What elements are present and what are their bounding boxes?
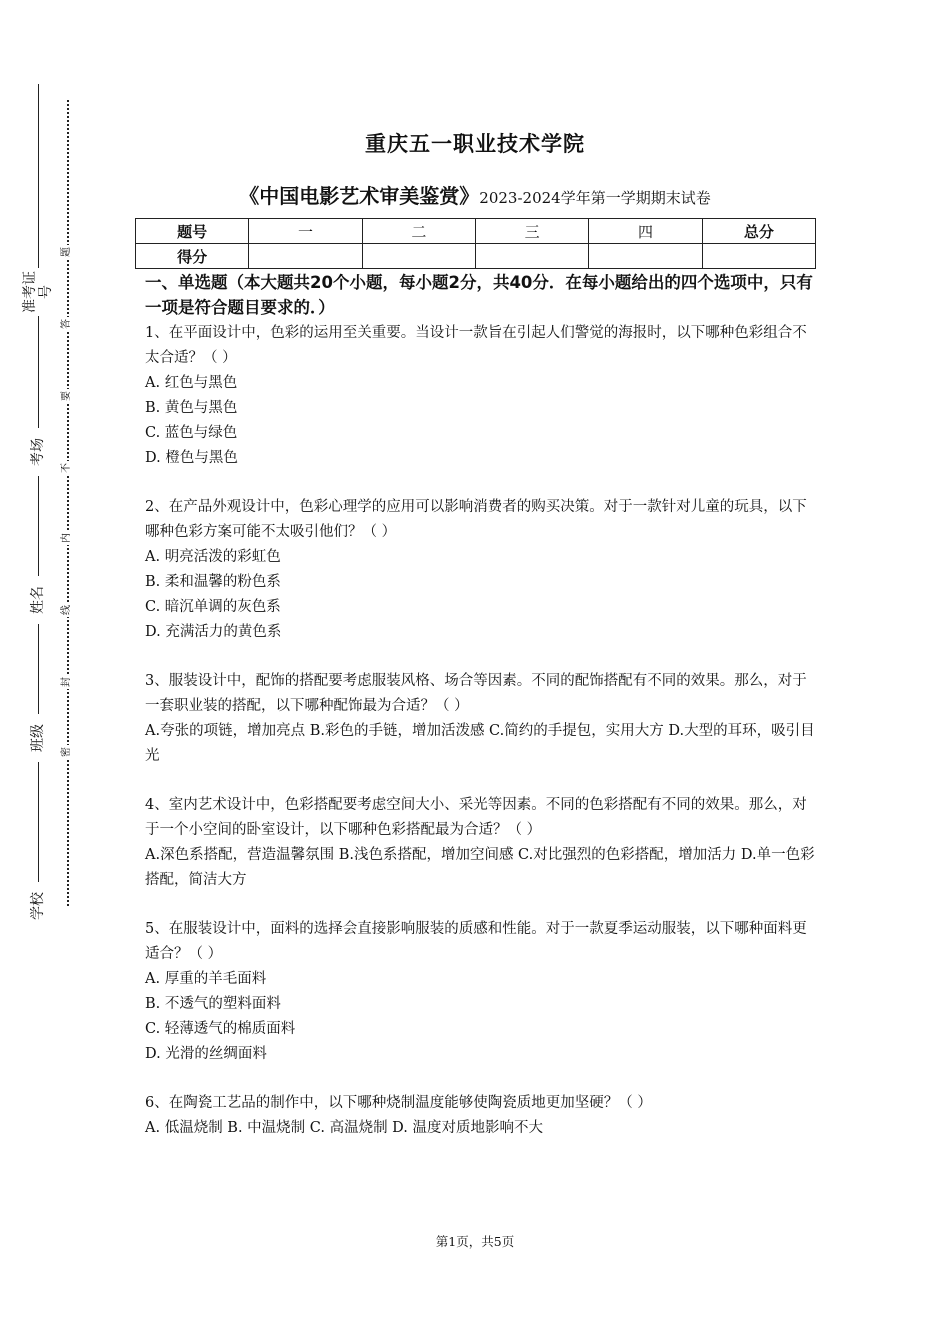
exam-room-label: 考场	[30, 428, 46, 476]
question-option: C. 暗沉单调的灰色系	[145, 599, 281, 615]
question-3	[145, 669, 817, 769]
score-cell[interactable]	[589, 244, 702, 269]
question-option: A. 厚重的羊毛面料	[145, 971, 267, 987]
question-options-inline: A.深色系搭配，营造温馨氛围 B.浅色系搭配，增加空间感 C.对比强烈的色彩搭配，增加活力 D.单一色彩搭配，简洁大方	[145, 847, 815, 888]
score-cell[interactable]	[362, 244, 475, 269]
score-table-header-row	[136, 219, 816, 244]
question-2	[145, 495, 817, 645]
page-number: 第1页，共5页	[435, 1234, 515, 1249]
score-header-cell: 题号	[136, 219, 249, 244]
question-stem: 2、在产品外观设计中，色彩心理学的应用可以影响消费者的购买决策。对于一款针对儿童的玩具，以下哪种色彩方案可能不太吸引他们？（ ）	[145, 499, 807, 540]
course-name: 《中国电影艺术审美鉴赏》	[239, 184, 480, 208]
question-options-inline: A. 低温烧制 B. 中温烧制 C. 高温烧制 D. 温度对质地影响不大	[145, 1120, 544, 1136]
score-header-cell: 二	[362, 219, 475, 244]
question-stem: 6、在陶瓷工艺品的制作中，以下哪种烧制温度能够使陶瓷质地更加坚硬？（ ）	[145, 1095, 652, 1111]
school-title: 重庆五一职业技术学院	[365, 132, 585, 156]
school-label: 学校	[30, 882, 46, 930]
binding-dotted-line	[67, 100, 69, 906]
score-table-score-row	[136, 244, 816, 269]
question-option: D. 橙色与黑色	[145, 450, 238, 466]
score-header-cell: 四	[589, 219, 702, 244]
score-table	[135, 218, 816, 269]
question-options-inline: A.夸张的项链，增加亮点 B.彩色的手链，增加活泼感 C.简约的手提包，实用大方 D.大型的耳环，吸引目光	[145, 723, 815, 764]
score-header-cell: 总分	[702, 219, 815, 244]
seal-char: 不	[61, 463, 72, 473]
score-cell[interactable]	[475, 244, 588, 269]
exam-number-label: 准考证号	[22, 268, 54, 316]
seal-char: 要	[61, 391, 72, 401]
seal-char: 线	[61, 605, 72, 615]
question-1	[145, 321, 817, 471]
question-option: A. 明亮活泼的彩虹色	[145, 549, 281, 565]
question-option: B. 柔和温馨的粉色系	[145, 574, 281, 590]
binding-solid-line	[38, 84, 39, 920]
seal-char: 内	[61, 533, 72, 543]
seal-char: 封	[61, 677, 72, 687]
question-option: D. 充满活力的黄色系	[145, 624, 282, 640]
question-option: B. 不透气的塑料面料	[145, 996, 281, 1012]
score-header-cell: 一	[249, 219, 362, 244]
exam-term: 2023-2024学年第一学期期末试卷	[479, 189, 711, 207]
exam-content	[145, 270, 817, 1141]
score-cell[interactable]	[249, 244, 362, 269]
question-option: B. 黄色与黑色	[145, 400, 238, 416]
score-cell[interactable]	[702, 244, 815, 269]
score-row-label: 得分	[136, 244, 249, 269]
question-4	[145, 793, 817, 893]
score-header-cell: 三	[475, 219, 588, 244]
seal-char: 密	[61, 747, 72, 757]
question-option: C. 轻薄透气的棉质面料	[145, 1021, 296, 1037]
question-stem: 1、在平面设计中，色彩的运用至关重要。当设计一款旨在引起人们警觉的海报时，以下哪种色彩组合不太合适？（ ）	[145, 325, 807, 366]
question-option: C. 蓝色与绿色	[145, 425, 238, 441]
exam-subtitle	[0, 180, 950, 209]
class-label: 班级	[30, 714, 46, 762]
question-option: D. 光滑的丝绸面料	[145, 1046, 267, 1062]
question-stem: 5、在服装设计中，面料的选择会直接影响服装的质感和性能。对于一款夏季运动服装，以下哪种面料更适合？（ ）	[145, 921, 807, 962]
seal-char: 题	[61, 247, 72, 257]
name-label: 姓名	[30, 576, 46, 624]
section-heading: 一、单选题（本大题共20个小题，每小题2分，共40分．在每小题给出的四个选项中，只有一项是符合题目要求的．）	[145, 273, 813, 317]
question-stem: 3、服装设计中，配饰的搭配要考虑服装风格、场合等因素。不同的配饰搭配有不同的效果。那么，对于一套职业装的搭配，以下哪种配饰最为合适？（ ）	[145, 673, 807, 714]
question-stem: 4、室内艺术设计中，色彩搭配要考虑空间大小、采光等因素。不同的色彩搭配有不同的效果。那么，对于一个小空间的卧室设计，以下哪种色彩搭配最为合适？（ ）	[145, 797, 807, 838]
question-option: A. 红色与黑色	[145, 375, 238, 391]
seal-char: 答	[61, 319, 72, 329]
question-5	[145, 917, 817, 1067]
question-6	[145, 1091, 817, 1141]
